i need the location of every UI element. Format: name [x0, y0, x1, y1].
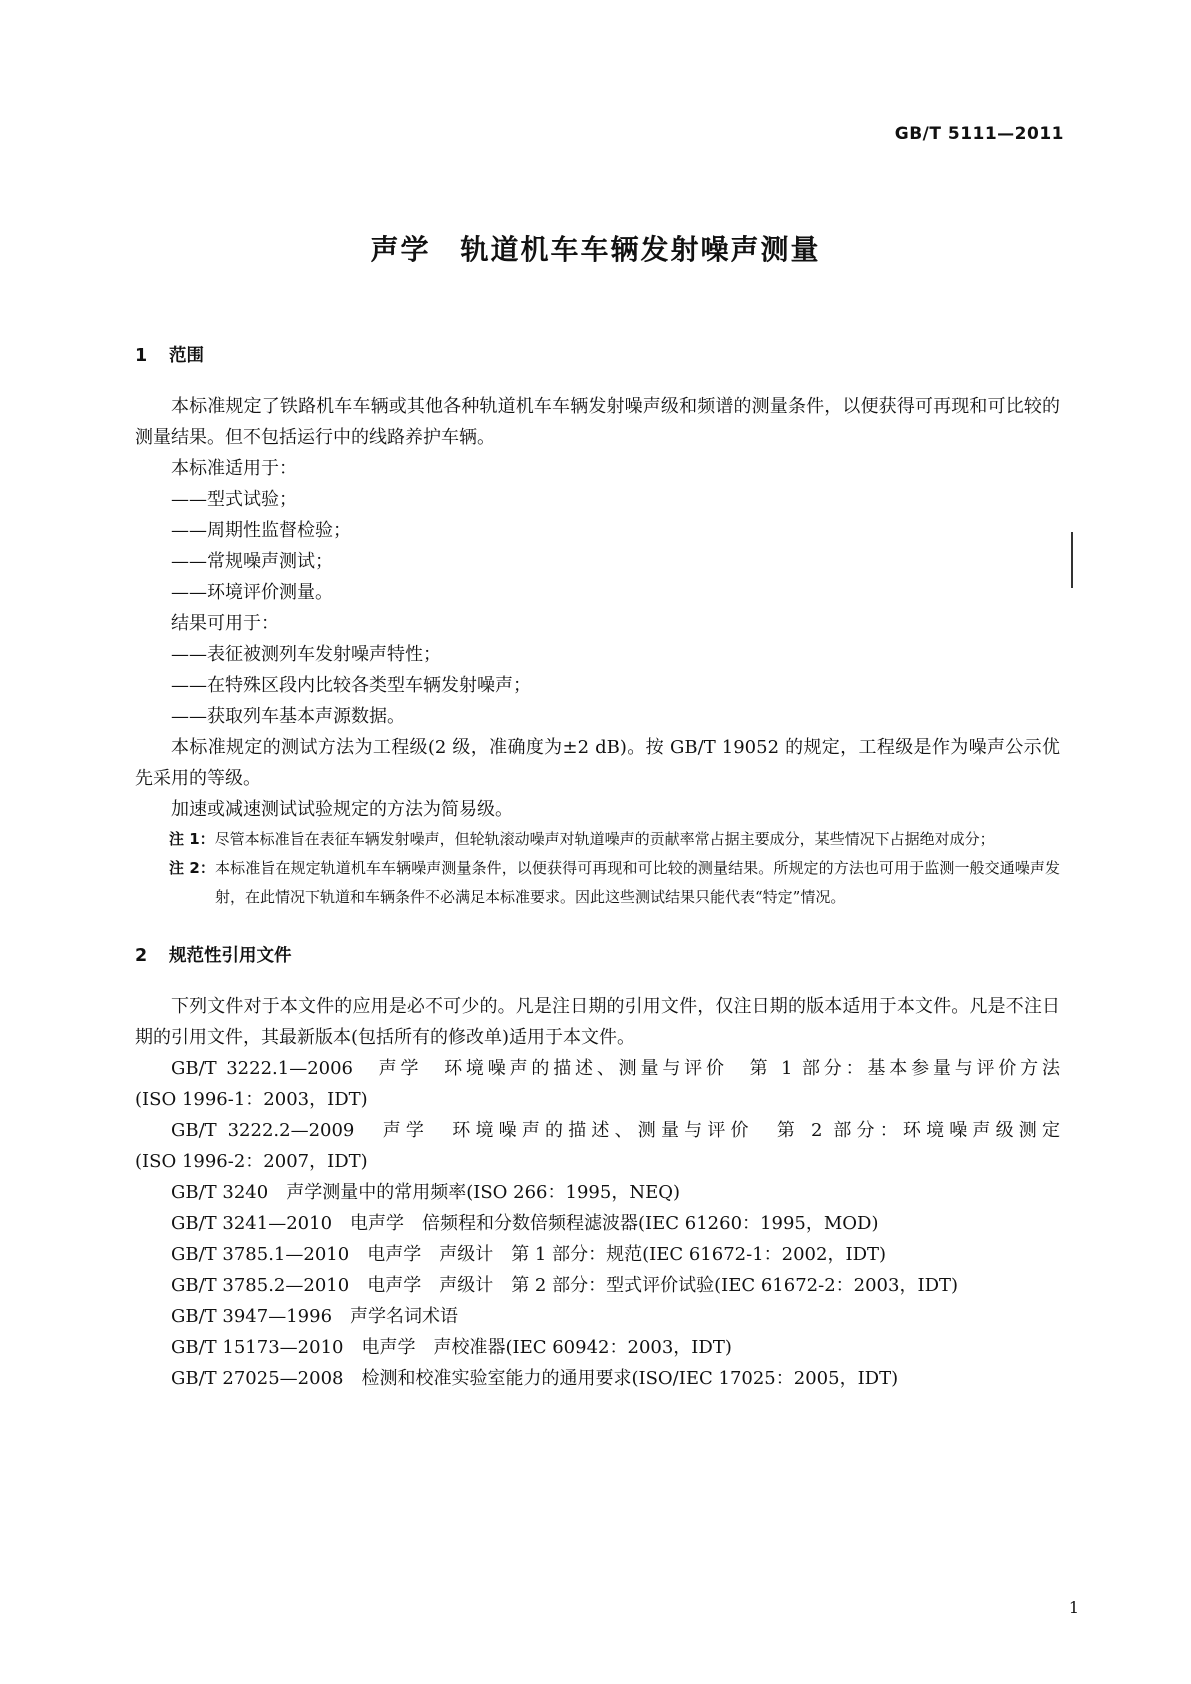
note-1-label: 注 1： [169, 830, 215, 848]
applies-item: ——常规噪声测试； [171, 551, 333, 572]
note-2 [135, 854, 1060, 912]
document-title: 声学 轨道机车车辆发射噪声测量 [370, 233, 821, 266]
reference-item: GB/T 3785.2—2010 电声学 声级计 第 2 部分：型式评价试验(IEC 61672-2：2003，IDT) [171, 1275, 959, 1296]
section-1-number: 1 [135, 346, 148, 366]
reference-item-continuation: (ISO 1996-2：2007，IDT) [135, 1151, 368, 1172]
results-item: ——获取列车基本声源数据。 [171, 706, 405, 727]
document-body [135, 342, 1060, 1394]
method-paragraph: 本标准规定的测试方法为工程级(2 级，准确度为±2 dB)。按 GB/T 19052 的规定，工程级是作为噪声公示优先采用的等级。 [135, 737, 1060, 789]
section-2-heading [135, 942, 1060, 967]
page-number: 1 [1068, 1598, 1079, 1617]
section-2-number: 2 [135, 946, 148, 966]
accel-paragraph: 加速或减速测试试验规定的方法为简易级。 [171, 799, 513, 820]
references-intro: 下列文件对于本文件的应用是必不可少的。凡是注日期的引用文件，仅注日期的版本适用于本文件。凡是不注日期的引用文件，其最新版本(包括所有的修改单)适用于本文件。 [135, 996, 1060, 1048]
reference-item: GB/T 27025—2008 检测和校准实验室能力的通用要求(ISO/IEC 17025：2005，IDT) [171, 1368, 899, 1389]
section-1-heading [135, 342, 1060, 367]
applies-item: ——环境评价测量。 [171, 582, 333, 603]
section-2-title: 规范性引用文件 [169, 946, 292, 966]
applies-item: ——型式试验； [171, 489, 297, 510]
results-label: 结果可用于： [171, 613, 279, 634]
results-item: ——在特殊区段内比较各类型车辆发射噪声； [171, 675, 531, 696]
change-bar [1071, 532, 1073, 588]
note-2-label: 注 2： [169, 859, 216, 877]
note-2-text: 本标准旨在规定轨道机车车辆噪声测量条件，以便获得可再现和可比较的测量结果。所规定的方法也可用于监测一般交通噪声发射，在此情况下轨道和车辆条件不必满足本标准要求。因此这些测试结果只能代表“特定”情况。 [215, 859, 1060, 906]
note-1-text: 尽管本标准旨在表征车辆发射噪声，但轮轨滚动噪声对轨道噪声的贡献率常占据主要成分，某些情况下占据绝对成分； [214, 830, 995, 848]
scope-intro: 本标准规定了铁路机车车辆或其他各种轨道机车车辆发射噪声级和频谱的测量条件，以便获得可再现和可比较的测量结果。但不包括运行中的线路养护车辆。 [135, 396, 1060, 448]
reference-item-continuation: (ISO 1996-1：2003，IDT) [135, 1089, 368, 1110]
note-1 [135, 825, 1060, 854]
reference-item: GB/T 3241—2010 电声学 倍频程和分数倍频程滤波器(IEC 61260：1995，MOD) [171, 1213, 879, 1234]
reference-item: GB/T 3785.1—2010 电声学 声级计 第 1 部分：规范(IEC 61672-1：2002，IDT) [171, 1244, 887, 1265]
reference-item: GB/T 3947—1996 声学名词术语 [171, 1306, 459, 1327]
results-item: ——表征被测列车发射噪声特性； [171, 644, 441, 665]
reference-item: GB/T 3240 声学测量中的常用频率(ISO 266：1995，NEQ) [171, 1182, 680, 1203]
standard-number: GB/T 5111—2011 [894, 124, 1064, 144]
section-1-title: 范围 [169, 346, 204, 366]
applies-label: 本标准适用于： [171, 458, 297, 479]
reference-item: GB/T 3222.2—2009 声学 环境噪声的描述、测量与评价 第 2 部分：环境噪声级测定 [171, 1120, 1060, 1141]
applies-item: ——周期性监督检验； [171, 520, 351, 541]
reference-item: GB/T 3222.1—2006 声学 环境噪声的描述、测量与评价 第 1 部分：基本参量与评价方法 [171, 1058, 1060, 1079]
reference-item: GB/T 15173—2010 电声学 声校准器(IEC 60942：2003，IDT) [171, 1337, 732, 1358]
